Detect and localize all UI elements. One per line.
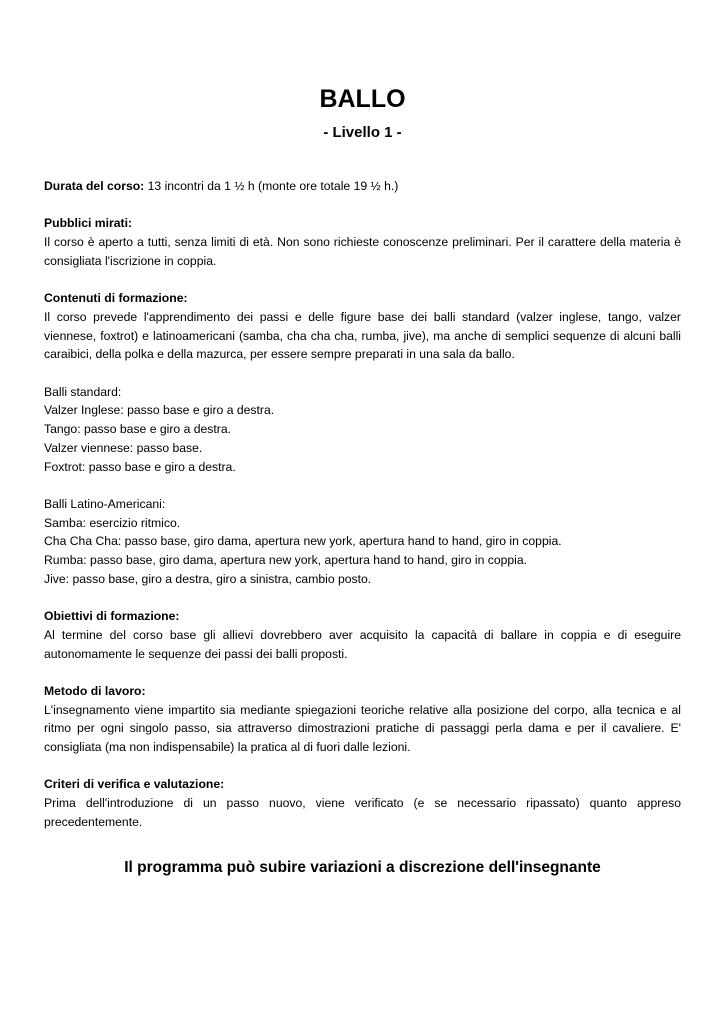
- list-item: Cha Cha Cha: passo base, giro dama, apertura new york, apertura hand to hand, giro in coppia.: [44, 534, 562, 549]
- document-subtitle: - Livello 1 -: [323, 124, 402, 141]
- document-title: BALLO: [319, 85, 406, 113]
- list-item: Valzer Inglese: passo base e giro a destra.: [44, 403, 275, 418]
- method-heading: Metodo di lavoro:: [44, 683, 146, 698]
- document-page: [44, 0, 681, 1024]
- list-item: Valzer viennese: passo base.: [44, 440, 203, 455]
- objectives-heading: Obiettivi di formazione:: [44, 609, 180, 624]
- duration-value: 13 incontri da 1 ½ h (monte ore totale 19 ½ h.): [144, 179, 399, 193]
- standard-dances-heading: Balli standard:: [44, 384, 122, 399]
- list-item: Foxtrot: passo base e giro a destra.: [44, 459, 236, 474]
- evaluation-heading: Criteri di verifica e valutazione:: [44, 777, 225, 792]
- list-item: Jive: passo base, giro a destra, giro a sinistra, cambio posto.: [44, 571, 372, 586]
- audience-heading: Pubblici mirati:: [44, 216, 133, 231]
- contents-heading: Contenuti di formazione:: [44, 291, 188, 306]
- latin-dances-heading: Balli Latino-Americani:: [44, 496, 166, 511]
- contents-text: Il corso prevede l'apprendimento dei passi e delle figure base dei balli standard (valzer inglese, tango, valzer viennese, foxtrot) e latinoamericani (samba, cha cha cha, rumba, jive), ma anche di semplici sequenze di alcuni balli caraibici, della polka e della mazurca, per essere sempre preparati in una sala da ballo.: [44, 309, 681, 362]
- method-text: L'insegnamento viene impartito sia mediante spiegazioni teoriche relative alla posizione del corpo, alla tecnica e al ritmo per ogni singolo passo, sia attraverso dimostrazioni pratiche di passaggi perla dama e per il cavaliere. E' consigliata (ma non indispensabile) la pratica al di fuori dalle lezioni.: [44, 702, 681, 754]
- list-item: Samba: esercizio ritmico.: [44, 515, 181, 530]
- list-item: Rumba: passo base, giro dama, apertura new york, apertura hand to hand, giro in coppia.: [44, 553, 528, 567]
- objectives-text: Al termine del corso base gli allievi dovrebbero aver acquisito la capacità di ballare in coppia e di eseguire autonomamente le sequenze dei passi dei balli proposti.: [44, 627, 681, 661]
- footer-note: Il programma può subire variazioni a discrezione dell'insegnante: [124, 859, 601, 876]
- document-body: [44, 177, 681, 832]
- audience-text: Il corso è aperto a tutti, senza limiti di età. Non sono richieste conoscenze preliminari. Per il carattere della materia è consigliata l'iscrizione in coppia.: [44, 235, 681, 268]
- duration-line: [44, 177, 681, 196]
- evaluation-text: Prima dell'introduzione di un passo nuovo, viene verificato (e se necessario ripassato) quanto appreso precedentemente.: [44, 796, 681, 829]
- duration-label: Durata del corso:: [44, 179, 145, 193]
- list-item: Tango: passo base e giro a destra.: [44, 422, 231, 437]
